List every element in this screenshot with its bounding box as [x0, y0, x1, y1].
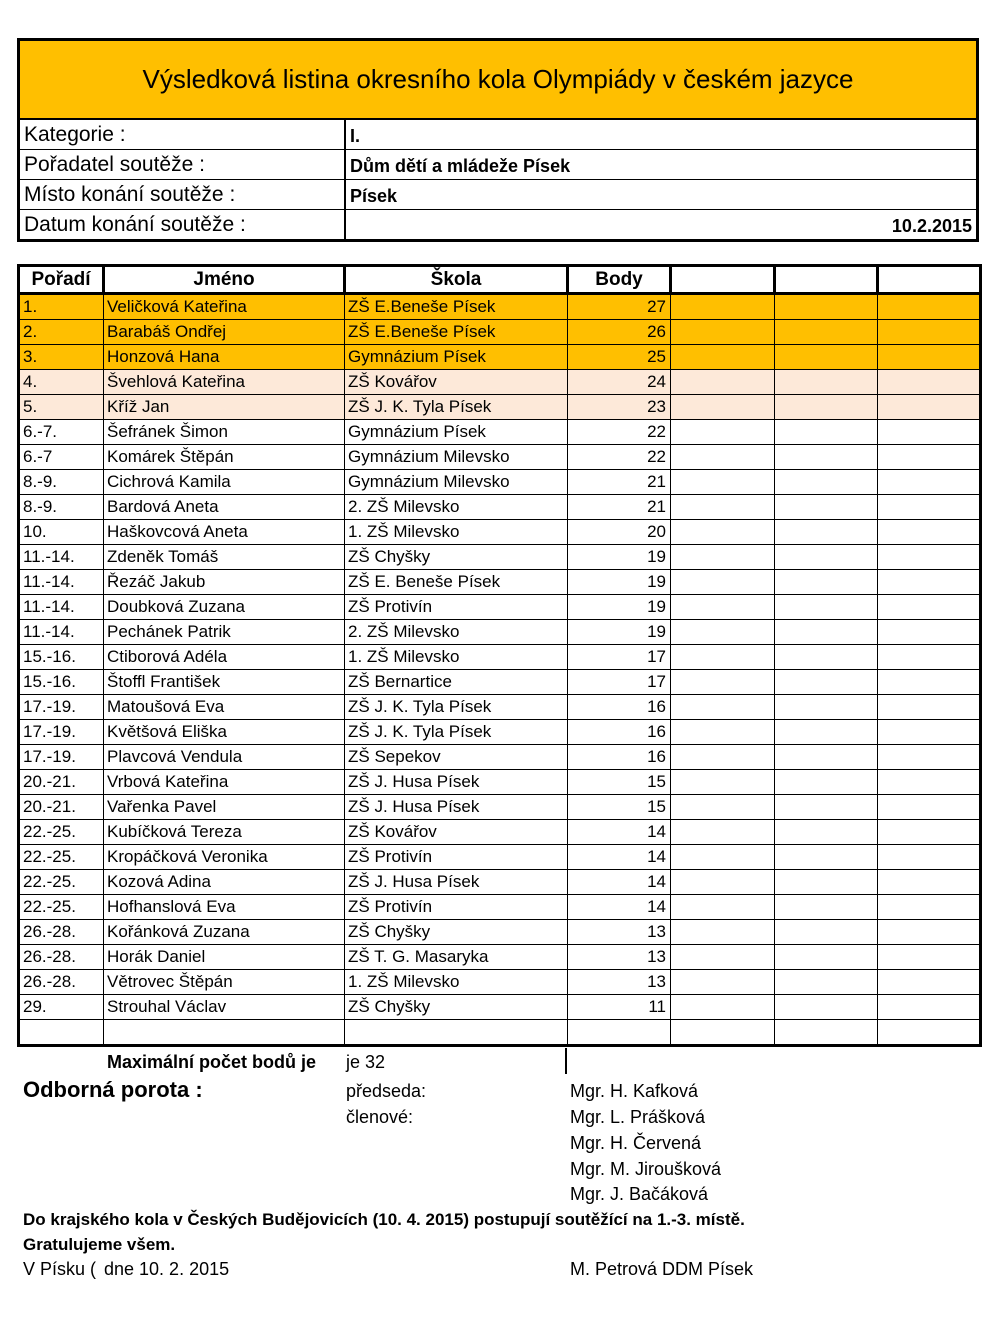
- blank-cell: [775, 320, 878, 345]
- points-cell: 14: [568, 895, 671, 920]
- school-cell: ZŠ J. Husa Písek: [345, 795, 568, 820]
- blank-cell: [775, 820, 878, 845]
- points-cell: 14: [568, 820, 671, 845]
- name-cell: Veličková Kateřina: [104, 294, 345, 320]
- blank-cell: [878, 970, 981, 995]
- column-header-name: Jméno: [104, 266, 345, 294]
- table-row: [19, 420, 981, 445]
- name-cell: Vrbová Kateřina: [104, 770, 345, 795]
- column-header-blank-2: [775, 266, 878, 294]
- points-cell: 26: [568, 320, 671, 345]
- school-cell: Gymnázium Milevsko: [345, 470, 568, 495]
- points-cell: 19: [568, 595, 671, 620]
- blank-cell: [878, 770, 981, 795]
- school-cell: ZŠ J. Husa Písek: [345, 770, 568, 795]
- info-row-venue: [20, 180, 976, 210]
- blank-cell: [878, 820, 981, 845]
- results-table: [17, 264, 982, 1047]
- table-row: [19, 570, 981, 595]
- points-cell: 24: [568, 370, 671, 395]
- name-cell: Honzová Hana: [104, 345, 345, 370]
- school-cell: ZŠ J. K. Tyla Písek: [345, 720, 568, 745]
- signature: M. Petrová DDM Písek: [570, 1259, 754, 1279]
- blank-cell: [775, 545, 878, 570]
- blank-cell: [775, 870, 878, 895]
- blank-cell: [671, 545, 775, 570]
- name-cell: Kubíčková Tereza: [104, 820, 345, 845]
- rank-cell: 17.-19.: [19, 745, 104, 770]
- rank-cell: 3.: [19, 345, 104, 370]
- points-cell: 13: [568, 945, 671, 970]
- points-cell: 22: [568, 445, 671, 470]
- rank-cell: 6.-7: [19, 445, 104, 470]
- table-row: [19, 970, 981, 995]
- points-cell: 16: [568, 745, 671, 770]
- name-cell: Barabáš Ondřej: [104, 320, 345, 345]
- blank-cell: [775, 770, 878, 795]
- points-cell: 14: [568, 845, 671, 870]
- blank-cell: [878, 695, 981, 720]
- table-row: [19, 345, 981, 370]
- name-cell: Cichrová Kamila: [104, 470, 345, 495]
- school-cell: 1. ZŠ Milevsko: [345, 970, 568, 995]
- table-row: [19, 945, 981, 970]
- jury-label: Odborná porota :: [23, 1077, 203, 1102]
- column-header-blank-1: [671, 266, 775, 294]
- member-name: Mgr. J. Bačáková: [570, 1184, 709, 1204]
- rank-cell: 8.-9.: [19, 495, 104, 520]
- table-row: [19, 520, 981, 545]
- name-cell: Šefránek Šimon: [104, 420, 345, 445]
- blank-cell: [671, 770, 775, 795]
- blank-cell: [671, 320, 775, 345]
- school-cell: ZŠ Protivín: [345, 845, 568, 870]
- rank-cell: 15.-16.: [19, 645, 104, 670]
- table-row: [19, 820, 981, 845]
- school-cell: 2. ZŠ Milevsko: [345, 495, 568, 520]
- advance-note: Do krajského kola v Českých Budějovicích (10. 4. 2015) postupují soutěžící na 1.-3. místě.: [23, 1210, 745, 1229]
- rank-cell: 5.: [19, 395, 104, 420]
- place-date: dne 10. 2. 2015: [104, 1259, 230, 1279]
- blank-cell: [775, 294, 878, 320]
- blank-cell: [775, 645, 878, 670]
- column-header-blank-3: [878, 266, 981, 294]
- rank-cell: 11.-14.: [19, 570, 104, 595]
- member-name: Mgr. H. Červená: [570, 1133, 702, 1153]
- points-cell: 27: [568, 294, 671, 320]
- points-cell: 11: [568, 995, 671, 1020]
- venue-label: Místo konání soutěže :: [24, 183, 236, 206]
- blank-cell: [671, 520, 775, 545]
- school-cell: ZŠ E.Beneše Písek: [345, 294, 568, 320]
- table-row: [19, 895, 981, 920]
- name-cell: Ctiborová Adéla: [104, 645, 345, 670]
- school-cell: ZŠ J. Husa Písek: [345, 870, 568, 895]
- name-cell: Vařenka Pavel: [104, 795, 345, 820]
- points-cell: 13: [568, 970, 671, 995]
- rank-cell: 11.-14.: [19, 545, 104, 570]
- points-cell: 19: [568, 620, 671, 645]
- rank-cell: 26.-28.: [19, 920, 104, 945]
- member-name: Mgr. M. Jiroušková: [570, 1159, 722, 1179]
- blank-cell: [775, 420, 878, 445]
- blank-cell: [775, 520, 878, 545]
- points-cell: 17: [568, 645, 671, 670]
- points-cell: 15: [568, 795, 671, 820]
- blank-cell: [878, 595, 981, 620]
- blank-cell: [878, 670, 981, 695]
- blank-cell: [671, 945, 775, 970]
- name-cell: Bardová Aneta: [104, 495, 345, 520]
- blank-cell: [568, 1020, 671, 1046]
- blank-cell: [775, 470, 878, 495]
- table-row: [19, 370, 981, 395]
- rank-cell: 22.-25.: [19, 895, 104, 920]
- table-row: [19, 395, 981, 420]
- blank-cell: [775, 670, 878, 695]
- rank-cell: 1.: [19, 294, 104, 320]
- blank-cell: [775, 620, 878, 645]
- blank-cell: [671, 345, 775, 370]
- school-cell: ZŠ T. G. Masaryka: [345, 945, 568, 970]
- blank-cell: [878, 870, 981, 895]
- category-label: Kategorie :: [24, 123, 126, 146]
- rank-cell: 22.-25.: [19, 845, 104, 870]
- points-cell: 16: [568, 720, 671, 745]
- points-cell: 20: [568, 520, 671, 545]
- table-row: [19, 294, 981, 320]
- table-row: [19, 495, 981, 520]
- points-cell: 23: [568, 395, 671, 420]
- school-cell: ZŠ E. Beneše Písek: [345, 570, 568, 595]
- blank-cell: [775, 370, 878, 395]
- blank-cell: [775, 970, 878, 995]
- blank-cell: [671, 620, 775, 645]
- school-cell: ZŠ Bernartice: [345, 670, 568, 695]
- blank-cell: [671, 920, 775, 945]
- blank-cell: [671, 1020, 775, 1046]
- blank-cell: [878, 470, 981, 495]
- members-label: členové:: [346, 1107, 414, 1127]
- rank-cell: 10.: [19, 520, 104, 545]
- school-cell: Gymnázium Milevsko: [345, 445, 568, 470]
- blank-cell: [878, 920, 981, 945]
- blank-cell: [671, 595, 775, 620]
- rank-cell: 11.-14.: [19, 595, 104, 620]
- venue-value: Písek: [344, 180, 976, 210]
- table-row: [19, 445, 981, 470]
- table-row: [19, 920, 981, 945]
- name-cell: Štoffl František: [104, 670, 345, 695]
- blank-cell: [878, 745, 981, 770]
- info-row-organizer: [20, 150, 976, 180]
- blank-cell: [775, 995, 878, 1020]
- rank-cell: 2.: [19, 320, 104, 345]
- school-cell: ZŠ Kovářov: [345, 370, 568, 395]
- blank-cell: [19, 1020, 104, 1046]
- points-cell: 19: [568, 545, 671, 570]
- name-cell: Švehlová Kateřina: [104, 370, 345, 395]
- table-row: [19, 720, 981, 745]
- blank-cell: [775, 920, 878, 945]
- blank-cell: [775, 595, 878, 620]
- school-cell: ZŠ Sepekov: [345, 745, 568, 770]
- name-cell: Matoušová Eva: [104, 695, 345, 720]
- blank-cell: [878, 620, 981, 645]
- blank-cell: [671, 670, 775, 695]
- header-block: [17, 38, 979, 242]
- blank-cell: [775, 395, 878, 420]
- school-cell: ZŠ Chyšky: [345, 545, 568, 570]
- blank-cell: [775, 895, 878, 920]
- organizer-label: Pořadatel soutěže :: [24, 153, 205, 176]
- info-row-category: [20, 120, 976, 150]
- blank-cell: [671, 895, 775, 920]
- table-row: [19, 320, 981, 345]
- category-value: I.: [344, 120, 976, 150]
- blank-cell: [878, 345, 981, 370]
- blank-cell: [878, 420, 981, 445]
- congrats-text: Gratulujeme všem.: [23, 1235, 176, 1254]
- table-row: [19, 770, 981, 795]
- school-cell: 1. ZŠ Milevsko: [345, 520, 568, 545]
- blank-cell: [878, 995, 981, 1020]
- blank-cell: [775, 695, 878, 720]
- place-prefix: V Písku (: [23, 1259, 97, 1279]
- name-cell: Doubková Zuzana: [104, 595, 345, 620]
- blank-cell: [671, 995, 775, 1020]
- points-cell: 22: [568, 420, 671, 445]
- blank-cell: [878, 320, 981, 345]
- rank-cell: 29.: [19, 995, 104, 1020]
- rank-cell: 22.-25.: [19, 820, 104, 845]
- name-cell: Horák Daniel: [104, 945, 345, 970]
- school-cell: ZŠ Protivín: [345, 595, 568, 620]
- blank-cell: [671, 745, 775, 770]
- blank-cell: [878, 520, 981, 545]
- date-value: 10.2.2015: [344, 210, 976, 240]
- max-points-divider: [565, 1048, 567, 1074]
- blank-cell: [878, 795, 981, 820]
- blank-cell: [775, 570, 878, 595]
- rank-cell: 17.-19.: [19, 720, 104, 745]
- blank-cell: [878, 570, 981, 595]
- points-cell: 16: [568, 695, 671, 720]
- info-row-date: [20, 210, 976, 240]
- blank-cell: [671, 370, 775, 395]
- points-cell: 13: [568, 920, 671, 945]
- name-cell: Větrovec Štěpán: [104, 970, 345, 995]
- table-header-row: [19, 266, 981, 294]
- blank-cell: [671, 470, 775, 495]
- school-cell: ZŠ J. K. Tyla Písek: [345, 395, 568, 420]
- blank-cell: [878, 945, 981, 970]
- name-cell: Hofhanslová Eva: [104, 895, 345, 920]
- blank-cell: [345, 1020, 568, 1046]
- rank-cell: 4.: [19, 370, 104, 395]
- column-header-rank: Pořadí: [19, 266, 104, 294]
- blank-cell: [775, 945, 878, 970]
- blank-cell: [775, 1020, 878, 1046]
- blank-cell: [671, 495, 775, 520]
- blank-cell: [104, 1020, 345, 1046]
- blank-cell: [671, 720, 775, 745]
- rank-cell: 15.-16.: [19, 670, 104, 695]
- blank-cell: [775, 795, 878, 820]
- name-cell: Kořánková Zuzana: [104, 920, 345, 945]
- blank-cell: [775, 445, 878, 470]
- rank-cell: 26.-28.: [19, 945, 104, 970]
- name-cell: Kříž Jan: [104, 395, 345, 420]
- points-cell: 14: [568, 870, 671, 895]
- blank-cell: [878, 495, 981, 520]
- blank-cell: [878, 395, 981, 420]
- max-points-value: je 32: [346, 1052, 386, 1072]
- name-cell: Strouhal Václav: [104, 995, 345, 1020]
- results-body: [19, 294, 981, 1046]
- table-row: [19, 620, 981, 645]
- name-cell: Komárek Štěpán: [104, 445, 345, 470]
- blank-cell: [878, 845, 981, 870]
- points-cell: 21: [568, 470, 671, 495]
- name-cell: Kropáčková Veronika: [104, 845, 345, 870]
- points-cell: 21: [568, 495, 671, 520]
- column-header-school: Škola: [345, 266, 568, 294]
- blank-cell: [671, 395, 775, 420]
- table-row: [19, 845, 981, 870]
- max-points-label: Maximální počet bodů je: [107, 1052, 317, 1072]
- rank-cell: 26.-28.: [19, 970, 104, 995]
- table-row-empty: [19, 1020, 981, 1046]
- blank-cell: [878, 445, 981, 470]
- school-cell: ZŠ Chyšky: [345, 995, 568, 1020]
- points-cell: 19: [568, 570, 671, 595]
- name-cell: Květšová Eliška: [104, 720, 345, 745]
- blank-cell: [775, 745, 878, 770]
- blank-cell: [878, 1020, 981, 1046]
- blank-cell: [671, 870, 775, 895]
- blank-cell: [878, 645, 981, 670]
- points-cell: 25: [568, 345, 671, 370]
- blank-cell: [671, 445, 775, 470]
- blank-cell: [671, 570, 775, 595]
- school-cell: ZŠ Kovářov: [345, 820, 568, 845]
- table-row: [19, 745, 981, 770]
- name-cell: Pechánek Patrik: [104, 620, 345, 645]
- blank-cell: [671, 820, 775, 845]
- table-row: [19, 545, 981, 570]
- document-title: Výsledková listina okresního kola Olympiády v českém jazyce: [20, 41, 976, 120]
- table-row: [19, 695, 981, 720]
- blank-cell: [775, 720, 878, 745]
- school-cell: 2. ZŠ Milevsko: [345, 620, 568, 645]
- table-row: [19, 645, 981, 670]
- name-cell: Haškovcová Aneta: [104, 520, 345, 545]
- blank-cell: [878, 294, 981, 320]
- blank-cell: [671, 420, 775, 445]
- name-cell: Řezáč Jakub: [104, 570, 345, 595]
- name-cell: Zdeněk Tomáš: [104, 545, 345, 570]
- name-cell: Plavcová Vendula: [104, 745, 345, 770]
- blank-cell: [775, 495, 878, 520]
- blank-cell: [775, 845, 878, 870]
- table-row: [19, 470, 981, 495]
- blank-cell: [878, 370, 981, 395]
- table-row: [19, 670, 981, 695]
- rank-cell: 8.-9.: [19, 470, 104, 495]
- chair-label: předseda:: [346, 1081, 427, 1101]
- rank-cell: 17.-19.: [19, 695, 104, 720]
- date-label: Datum konání soutěže :: [24, 213, 246, 236]
- column-header-points: Body: [568, 266, 671, 294]
- name-cell: Kozová Adina: [104, 870, 345, 895]
- school-cell: ZŠ J. K. Tyla Písek: [345, 695, 568, 720]
- points-cell: 17: [568, 670, 671, 695]
- rank-cell: 6.-7.: [19, 420, 104, 445]
- rank-cell: 11.-14.: [19, 620, 104, 645]
- blank-cell: [671, 845, 775, 870]
- blank-cell: [878, 545, 981, 570]
- school-cell: ZŠ Chyšky: [345, 920, 568, 945]
- blank-cell: [671, 970, 775, 995]
- member-name: Mgr. L. Prášková: [570, 1107, 706, 1127]
- blank-cell: [671, 645, 775, 670]
- blank-cell: [878, 720, 981, 745]
- blank-cell: [775, 345, 878, 370]
- table-row: [19, 595, 981, 620]
- school-cell: ZŠ E.Beneše Písek: [345, 320, 568, 345]
- blank-cell: [671, 294, 775, 320]
- rank-cell: 20.-21.: [19, 795, 104, 820]
- points-cell: 15: [568, 770, 671, 795]
- school-cell: Gymnázium Písek: [345, 345, 568, 370]
- rank-cell: 20.-21.: [19, 770, 104, 795]
- organizer-value: Dům dětí a mládeže Písek: [344, 150, 976, 180]
- table-row: [19, 870, 981, 895]
- table-row: [19, 795, 981, 820]
- blank-cell: [671, 695, 775, 720]
- school-cell: ZŠ Protivín: [345, 895, 568, 920]
- chair-name: Mgr. H. Kafková: [570, 1081, 699, 1101]
- table-row: [19, 995, 981, 1020]
- blank-cell: [878, 895, 981, 920]
- rank-cell: 22.-25.: [19, 870, 104, 895]
- school-cell: Gymnázium Písek: [345, 420, 568, 445]
- blank-cell: [671, 795, 775, 820]
- school-cell: 1. ZŠ Milevsko: [345, 645, 568, 670]
